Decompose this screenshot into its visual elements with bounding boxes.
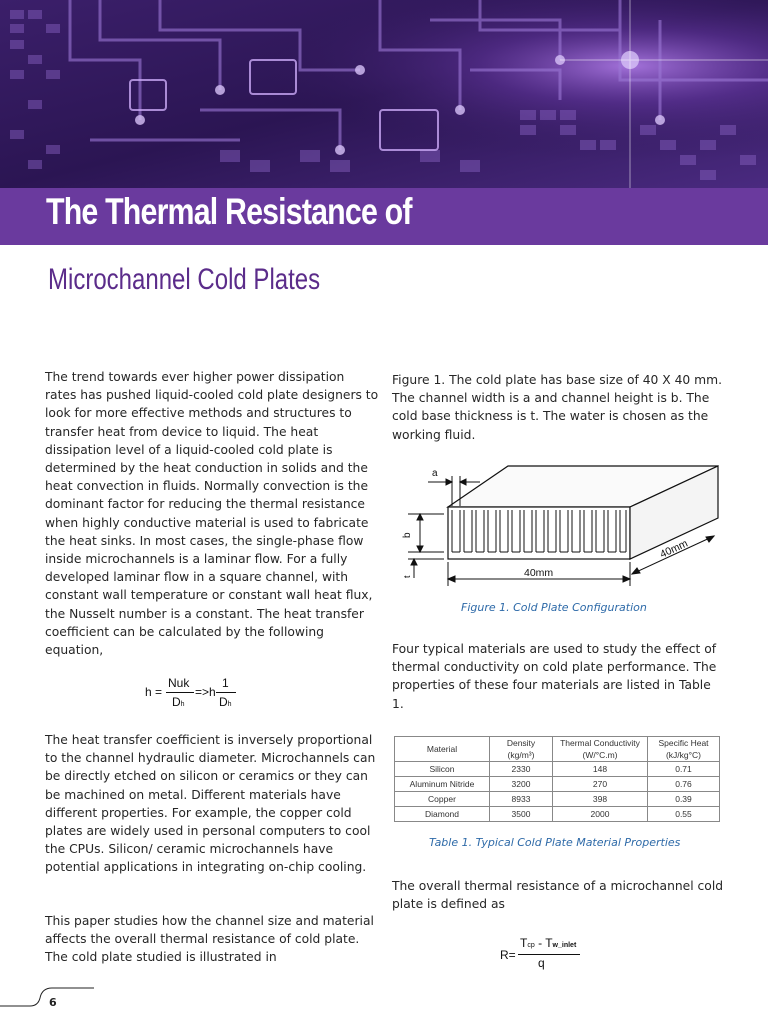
thermal-resistance-equation [498, 934, 608, 974]
cell-material: Copper [395, 792, 490, 807]
eq2-fraction-bar [518, 954, 580, 955]
table-row [395, 792, 720, 807]
table-row [395, 807, 720, 822]
cell-specific-heat: 0.71 [648, 762, 720, 777]
cell-density: 8933 [490, 792, 553, 807]
cell-conductivity: 398 [553, 792, 648, 807]
eq1-numerator-1: Nuk [168, 676, 190, 690]
table-1-caption: Table 1. Typical Cold Plate Material Properties [429, 836, 681, 849]
left-paragraph-1: The trend towards ever higher power dissipation rates has pushed liquid-cooled cold plate designers to look for more effective methods and structures to transfer heat from device to liquid. The heat dissipation level of a liquid-cooled cold plate is determined by the heat conduction in solids and the heat convection in fluids. Normally convection is the dominant factor for reducing the thermal resistance when highly conductive material is used to fabricate the heat sinks. In most cases, the single-phase flow inside microchannels is a laminar flow. For a fully developed laminar flow in a square channel, with constant wall temperature or constant wall heat flux, the Nusselt number is a constant. The heat transfer coefficient can be calculated by the following equation, [45, 370, 379, 658]
header-material: Material [395, 737, 490, 762]
eq1-fraction-bar-1 [166, 692, 194, 693]
right-paragraph-2: Four typical materials are used to study the effect of thermal conductivity on cold plate performance. The properties of these four materials are listed in Table 1. [392, 642, 717, 711]
label-b: b [402, 532, 413, 538]
eq2-denominator: q [538, 956, 545, 970]
table-row [395, 762, 720, 777]
left-paragraph-3: This paper studies how the channel size and material affects the overall thermal resistance of cold plate. The cold plate studied is illustrated in [45, 914, 374, 965]
page-number: 6 [49, 996, 57, 1009]
cell-material: Silicon [395, 762, 490, 777]
article-title: The Thermal Resistance of [46, 191, 412, 232]
heat-transfer-equation [140, 672, 260, 718]
label-t: t [402, 575, 412, 578]
header-thermal-conductivity: Thermal Conductivity (W/°C.m) [553, 737, 648, 762]
eq1-lhs: h = [145, 685, 163, 699]
circuit-board-graphic [0, 0, 768, 188]
right-paragraph-1: Figure 1. The cold plate has base size of 40 X 40 mm. The channel width is a and channel height is b. The cold base thickness is t. The water is chosen as the working fluid. [392, 373, 723, 442]
left-paragraph-2: The heat transfer coefficient is inversely proportional to the channel hydraulic diameter. Microchannels can be directly etched on silicon or ceramics or they can be machined on metal. Different materials have different properties. For example, the copper cold plates are widely used in personal computers to cool the CPUs. Silicon/ ceramic microchannels have potential applications in integrating on-chip cooling. [45, 733, 376, 875]
eq1-denominator-1: Dh [172, 695, 185, 709]
cell-specific-heat: 0.39 [648, 792, 720, 807]
header-specific-heat: Specific Heat (kJ/kg°C) [648, 737, 720, 762]
header-density: Density (kg/m³) [490, 737, 553, 762]
material-properties-table [394, 736, 720, 822]
cell-specific-heat: 0.55 [648, 807, 720, 822]
label-a: a [432, 468, 438, 479]
cell-specific-heat: 0.76 [648, 777, 720, 792]
cell-density: 3200 [490, 777, 553, 792]
eq2-numerator: Tcp - Tw_inlet [520, 936, 577, 950]
header-banner [0, 0, 768, 188]
cell-material: Aluminum Nitride [395, 777, 490, 792]
eq1-fraction-bar-2 [216, 692, 236, 693]
table-row [395, 777, 720, 792]
table-header-row [395, 737, 720, 762]
right-paragraph-3: The overall thermal resistance of a microchannel cold plate is defined as [392, 879, 724, 912]
eq2-lhs: R= [500, 948, 516, 962]
article-subtitle: Microchannel Cold Plates [48, 263, 321, 296]
cell-density: 2330 [490, 762, 553, 777]
cell-conductivity: 148 [553, 762, 648, 777]
cell-density: 3500 [490, 807, 553, 822]
cell-material: Diamond [395, 807, 490, 822]
figure-1-caption: Figure 1. Cold Plate Configuration [461, 601, 647, 614]
eq1-arrow-h: =>h [195, 685, 216, 699]
cell-conductivity: 270 [553, 777, 648, 792]
eq1-denominator-2: Dh [219, 695, 232, 709]
cell-conductivity: 2000 [553, 807, 648, 822]
eq1-numerator-2: 1 [222, 676, 229, 690]
cold-plate-figure [400, 462, 730, 594]
label-depth-40mm: 40mm [658, 537, 690, 561]
label-width-40mm: 40mm [524, 567, 554, 579]
